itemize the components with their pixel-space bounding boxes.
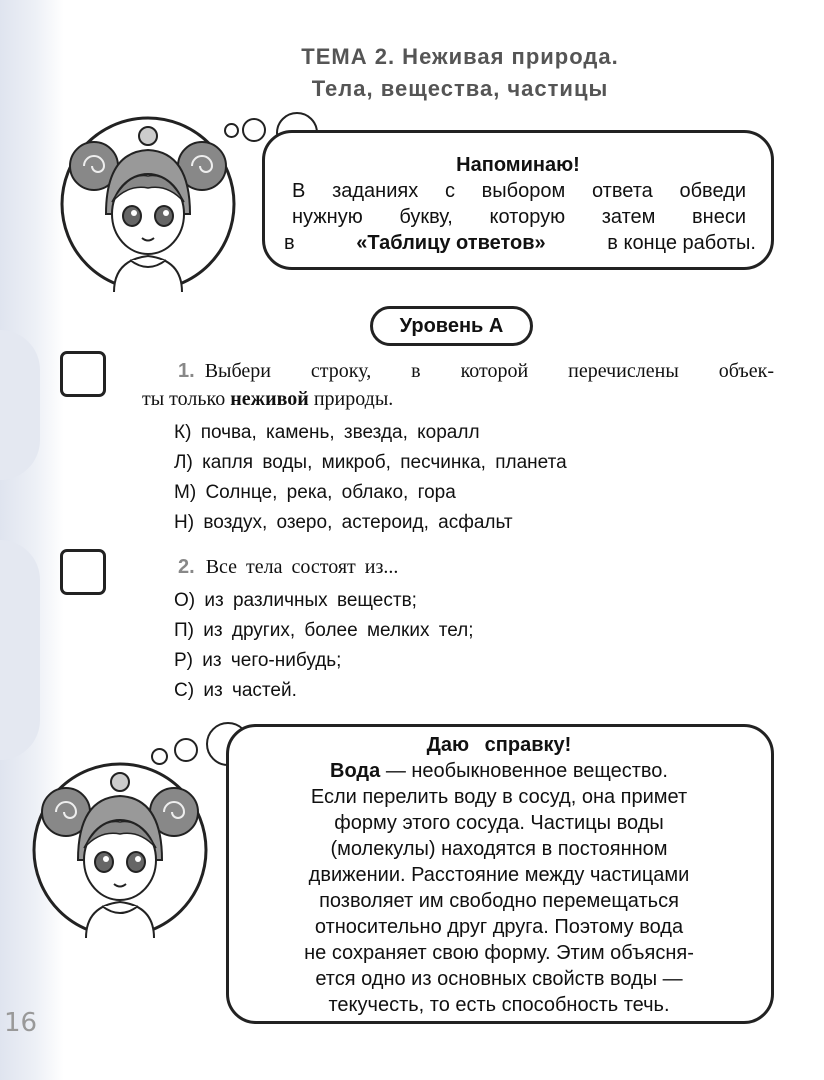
- option-r[interactable]: [174, 646, 341, 676]
- option-k[interactable]: [174, 418, 480, 448]
- reminder-emphasis: «Таблицу ответов»: [356, 232, 546, 254]
- question-text: Выбери строку, в которой перечислены объек-: [204, 360, 774, 382]
- option-letter: П): [174, 620, 194, 641]
- option-letter: Р): [174, 650, 193, 671]
- reminder-text: в: [284, 232, 295, 254]
- info-line: не сохраняет свою форму. Этим объясня-: [304, 942, 694, 964]
- page-number: 16: [4, 1008, 38, 1038]
- page-subtitle: Тела, вещества, частицы: [311, 76, 609, 101]
- info-line: Если перелить воду в сосуд, она примет: [310, 786, 688, 808]
- option-letter: К): [174, 422, 192, 443]
- thought-puff: [174, 738, 198, 762]
- edge-cloud: [0, 330, 40, 480]
- option-text: воздух, озеро, астероид, асфальт: [203, 512, 513, 533]
- question-1-text-cont: [142, 385, 742, 413]
- option-text: из частей.: [203, 680, 297, 701]
- option-text: из чего-нибудь;: [202, 650, 342, 671]
- info-line: ется одно из основных свойств воды —: [315, 968, 683, 990]
- reminder-line: [284, 230, 756, 256]
- reminder-line: В заданиях с выбором ответа обведи: [292, 180, 746, 202]
- question-2-text: [178, 553, 738, 581]
- option-m[interactable]: [174, 478, 456, 508]
- thought-puff: [224, 123, 239, 138]
- option-text: Солнце, река, облако, гора: [205, 482, 456, 503]
- option-letter: Н): [174, 512, 195, 533]
- info-line: форму этого сосуда. Частицы воды: [334, 812, 664, 834]
- option-s[interactable]: [174, 676, 297, 706]
- thought-puff: [151, 748, 168, 765]
- option-letter: С): [174, 680, 195, 701]
- question-text: природы.: [313, 388, 394, 410]
- info-line: относительно друг друга. Поэтому вода: [314, 916, 684, 938]
- thought-puff: [242, 118, 266, 142]
- edge-cloud: [0, 540, 40, 760]
- info-line: [240, 758, 758, 784]
- option-letter: М): [174, 482, 197, 503]
- option-text: из других, более мелких тел;: [203, 620, 474, 641]
- question-text: Все тела состоят из...: [205, 556, 399, 578]
- option-letter: Л): [174, 452, 193, 473]
- reminder-text: в конце работы.: [607, 232, 756, 254]
- page-title: ТЕМА 2. Неживая природа.: [301, 44, 619, 69]
- girl-illustration: [58, 114, 238, 294]
- reminder-line: нужную букву, которую затем внеси: [292, 206, 746, 228]
- girl-illustration: [30, 760, 210, 940]
- info-text: — необыкновенное вещество.: [385, 760, 668, 782]
- info-line: позволяет им свободно перемещаться: [319, 890, 679, 912]
- info-line: движении. Расстояние между частицами: [308, 864, 690, 886]
- info-line: (молекулы) находятся в постоянном: [330, 838, 668, 860]
- question-number: 2.: [178, 556, 195, 578]
- question-number: 1.: [178, 360, 195, 382]
- option-text: почва, камень, звезда, коралл: [200, 422, 480, 443]
- info-title: Даю справку!: [426, 734, 572, 756]
- reminder-title: Напоминаю!: [456, 154, 580, 176]
- answer-box-1[interactable]: [60, 351, 106, 397]
- option-text: капля воды, микроб, песчинка, планета: [202, 452, 567, 473]
- option-o[interactable]: [174, 586, 417, 616]
- info-emphasis: Вода: [330, 760, 381, 782]
- answer-box-2[interactable]: [60, 549, 106, 595]
- option-letter: О): [174, 590, 196, 611]
- question-1-text: [178, 357, 774, 385]
- info-line: текучесть, то есть способность течь.: [328, 994, 670, 1016]
- option-p[interactable]: [174, 616, 474, 646]
- option-text: из различных веществ;: [204, 590, 417, 611]
- level-label: Уровень А: [370, 306, 533, 346]
- question-text: ты только: [142, 388, 226, 410]
- option-l[interactable]: [174, 448, 567, 478]
- question-emphasis: неживой: [230, 388, 309, 410]
- option-n[interactable]: [174, 508, 513, 538]
